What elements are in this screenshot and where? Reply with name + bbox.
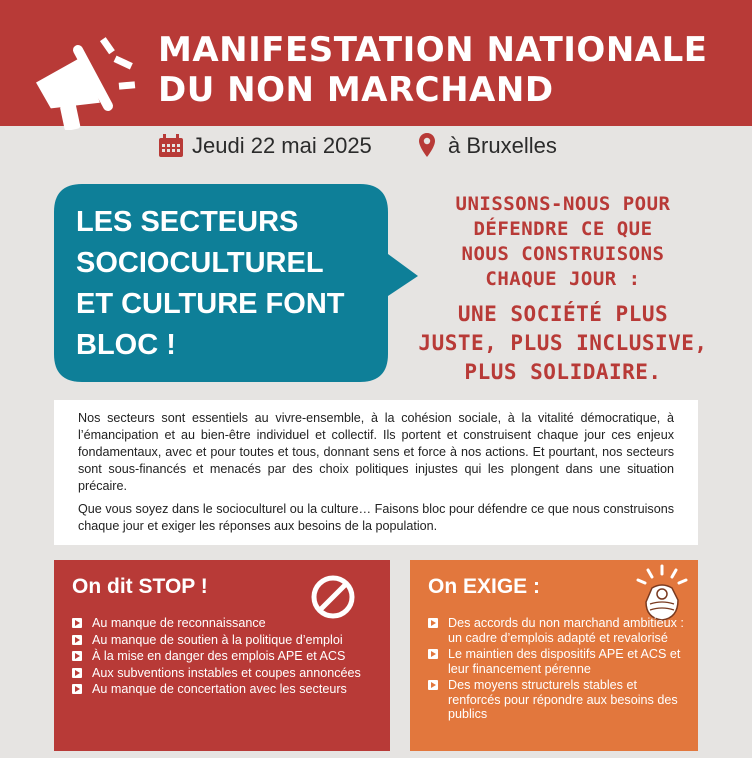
arrow-bullet-icon	[428, 649, 438, 659]
header-banner	[0, 0, 752, 126]
exige-panel-title: On EXIGE :	[428, 575, 541, 598]
arrow-bullet-icon	[72, 684, 82, 694]
title-line-1: MANIFESTATION NATIONALE	[158, 30, 708, 70]
bubble-line: LES SECTEURS	[76, 206, 299, 238]
list-item: À la mise en danger des emplois APE et ACS	[72, 649, 372, 664]
list-item: Au manque de concertation avec les secteurs	[72, 682, 372, 697]
event-info	[0, 131, 752, 163]
list-item: Le maintien des dispositifs APE et ACS et leur financement pérenne	[428, 647, 688, 676]
page-title	[158, 30, 708, 110]
no-entry-icon	[310, 574, 356, 620]
stop-list	[72, 616, 372, 699]
pointing-hand-icon	[632, 564, 692, 622]
slogan-line: UNISSONS-NOUS POUR	[455, 193, 671, 215]
stop-panel	[54, 560, 390, 751]
speech-bubble	[54, 184, 388, 382]
event-place: à Bruxelles	[448, 133, 557, 158]
slogan-line: CHAQUE JOUR :	[485, 268, 641, 290]
arrow-bullet-icon	[72, 651, 82, 661]
title-line-2: DU NON MARCHAND	[158, 70, 554, 110]
megaphone-icon	[26, 30, 146, 130]
arrow-bullet-icon	[72, 635, 82, 645]
arrow-bullet-icon	[428, 680, 438, 690]
stop-panel-title: On dit STOP !	[72, 575, 208, 598]
list-item: Des accords du non marchand ambitieux : un cadre d’emplois adapté et revalorisé	[428, 616, 688, 645]
slogan	[400, 192, 726, 387]
arrow-bullet-icon	[428, 618, 438, 628]
arrow-bullet-icon	[72, 618, 82, 628]
exige-panel	[410, 560, 698, 751]
slogan-line: JUSTE, PLUS INCLUSIVE,	[418, 331, 708, 355]
event-date: Jeudi 22 mai 2025	[192, 133, 372, 158]
list-item: Aux subventions instables et coupes annoncées	[72, 666, 372, 681]
bubble-text	[76, 202, 376, 366]
bubble-line: ET CULTURE FONT	[76, 288, 345, 320]
intro-paragraph-1: Nos secteurs sont essentiels au vivre-ensemble, à la cohésion sociale, à la vitalité démocratique, à l’émancipation et au bien-être individuel et collectif. Ils portent et construisent chaque jour ces enjeux fondamentaux, avec et pour toutes et tous, donnant sens et force à nos actions. Et pourtant, nos secteurs sont sous-financés et menacés par des choix politiques injustes qui les plongent dans une situation précaire.	[78, 411, 674, 493]
bubble-line: BLOC !	[76, 329, 176, 361]
calendar-icon	[158, 134, 184, 158]
arrow-bullet-icon	[72, 668, 82, 678]
list-item: Au manque de reconnaissance	[72, 616, 372, 631]
location-pin-icon	[418, 132, 436, 158]
intro-paragraph-2: Que vous soyez dans le socioculturel ou la culture… Faisons bloc pour défendre ce que nous construisons chaque jour et exiger les réponses aux besoins de la population.	[78, 502, 674, 533]
intro-text-box	[54, 400, 698, 545]
list-item: Au manque de soutien à la politique d’emploi	[72, 633, 372, 648]
bubble-line: SOCIOCULTUREL	[76, 247, 324, 279]
slogan-line: UNE SOCIÉTÉ PLUS	[457, 302, 669, 326]
slogan-emphasis	[400, 300, 726, 387]
slogan-line: DÉFENDRE CE QUE	[473, 218, 653, 240]
slogan-line: PLUS SOLIDAIRE.	[464, 360, 662, 384]
list-item: Des moyens structurels stables et renforcés pour répondre aux besoins des publics	[428, 678, 688, 722]
slogan-line: NOUS CONSTRUISONS	[461, 243, 665, 265]
exige-list	[428, 616, 688, 724]
